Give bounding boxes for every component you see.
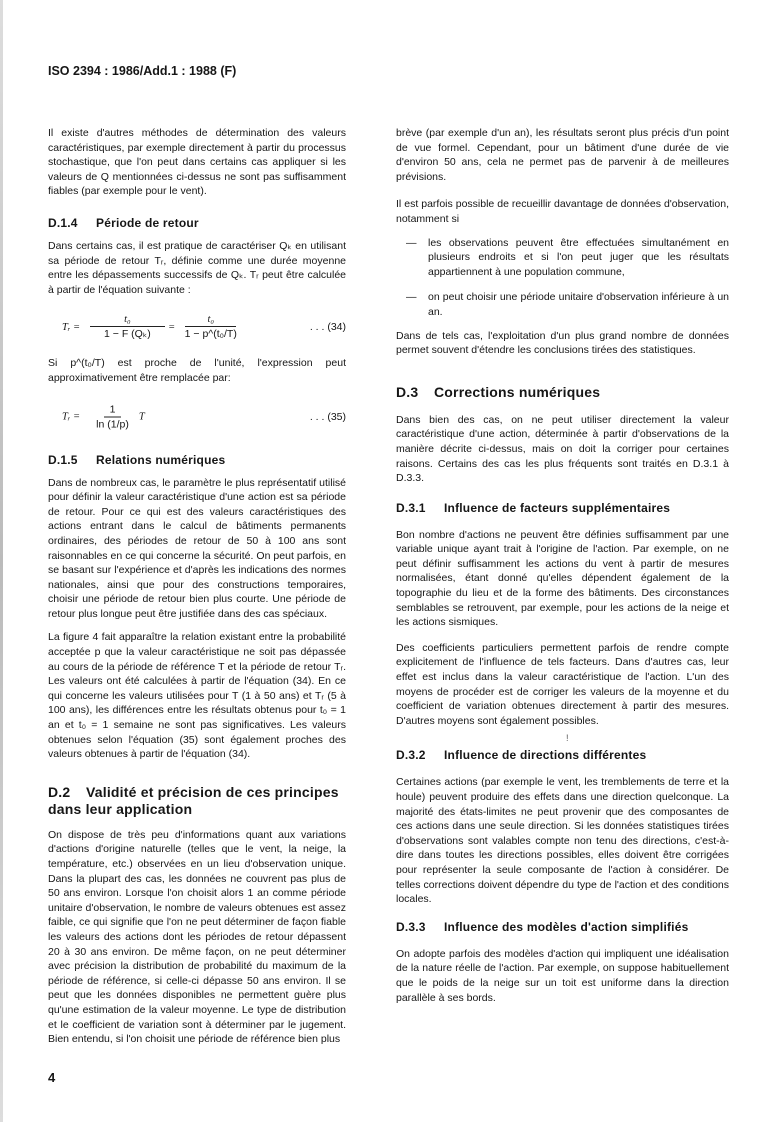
section-number: D.3.1 [396, 500, 426, 515]
section-heading-d14 [48, 216, 346, 231]
list-item [396, 236, 729, 280]
section-heading-d31 [396, 501, 729, 516]
paragraph: Si p^(t₀/T) est proche de l'unité, l'expression peut approximativement être remplacée par: [48, 357, 346, 384]
equation-rhs: T [138, 411, 145, 423]
section-title: Période de retour [96, 215, 199, 230]
dash-bullet: — [406, 236, 417, 249]
paragraph: brève (par exemple d'un an), les résultats seront plus précis d'un point de vue formel. Cependant, pour un bâtiment d'une durée de vie d'environ 50 ans, cela ne permet pas de parvenir à de meilleures prévisions. [396, 127, 729, 183]
page-number: 4 [48, 1070, 56, 1085]
paragraph: Dans bien des cas, on ne peut utiliser directement la valeur caractéristique d'une action, déterminée à partir d'observations de la manière décrite ci-dessus, mais on doit la corriger pour certaines raisons. Certains des cas les plus fréquents sont traités en D.3.1 à D.3.3. [396, 413, 729, 485]
equation-lhs: Tᵣ = [62, 321, 81, 333]
paragraph: On adopte parfois des modèles d'action qui impliquent une idéalisation de la nature réelle de l'action. Par exemple, on suppose habituellement que le poids de la neige sur un toit est uniforme dans la direction parallèle à ses bords. [396, 947, 729, 1004]
section-number: D.1.5 [48, 452, 78, 467]
equation-lhs: Tᵣ = [62, 411, 81, 423]
section-heading-d2 [48, 784, 358, 818]
section-title: Corrections numériques [434, 383, 601, 400]
equals-sign: = [168, 321, 175, 333]
paragraph: Bon nombre d'actions ne peuvent être définies suffisamment par une variable unique ayant trait à l'origine de l'action. Par exemple, on ne peut définir suffisamment les actions du vent à partir de mesures normalisées, étant donné qu'elles dépendent également de la topographie du lieu et de la forme des bâtiments. Des circonstances semblables se retrouvent, par exemple, pour les actions de la neige et les actions sismiques. [396, 528, 729, 629]
section-number: D.3.3 [396, 919, 426, 934]
denominator: 1 − F (Qₖ) [104, 328, 151, 341]
paragraph: Des coefficients particuliers permettent parfois de rendre compte explicitement de l'influence de tels facteurs. Dans d'autres cas, leur effet est inclus dans la valeur caractéristique de l'action. L'un des moyens de procéder est de corriger les valeurs de la moyenne et du coefficient de variation obtenues directement à partir des mesures. D'autres moyens sont également possibles. [396, 641, 729, 727]
section-heading-d32 [396, 748, 729, 763]
equation-number: . . . (34) [309, 321, 346, 334]
section-number: D.2 [48, 783, 71, 800]
equation-35 [48, 400, 346, 434]
section-heading-d3 [396, 384, 729, 401]
scan-edge [0, 0, 3, 1122]
paragraph: La figure 4 fait apparaître la relation existant entre la probabilité acceptée p que la valeur caractéristique ne soit pas dépassée au cours de la période de référence T et la période de retour Tᵣ. Les valeurs ont été calculées à partir de l'équation (34). En ce qui concerne les valeurs utilisées pour T (1 à 50 ans) et Tᵣ (5 à 100 ans), les différences entre les résultats obtenus pour t₀ = 1 an et t₀ = 1 semaine ne sont pas significatives. Les valeurs obtenues selon l'équation (35) sont également proches des valeurs obtenues à partir de l'équation (34). [48, 631, 346, 761]
document-header: ISO 2394 : 1986/Add.1 : 1988 (F) [48, 64, 237, 78]
paragraph: Il existe d'autres méthodes de détermination des valeurs caractéristiques, par exemple directement à partir du processus stochastique, que l'on peut dans certains cas appliquer si les valeurs de Q mentionnées ci-dessus ne sont pas suffisamment fiables (par exemple pour le vent). [48, 127, 346, 198]
section-number: D.3.2 [396, 748, 426, 763]
scan-mark: ! [566, 733, 569, 744]
section-number: D.3 [396, 383, 419, 400]
paragraph: Certaines actions (par exemple le vent, les tremblements de terre et la houle) peuvent produire des effets dans une direction quelconque. La majorité des états-limites ne peut provenir que des composantes de ces actions dans une seule direction. Si les données statistiques tirées d'observations sont valables compte non tenu des directions, c'est-à-dire dans toutes les directions possibles, elles doivent être corrigées pour représenter la seule composante de l'action à considérer. De telles corrections doivent dépendre du type de l'action et des conditions locales. [396, 776, 729, 906]
dash-bullet: — [406, 291, 417, 304]
list-item [396, 290, 729, 319]
denominator: 1 − p^(t₀/T) [184, 328, 237, 341]
paragraph: Dans de nombreux cas, le paramètre le plus représentatif utilisé pour définir la valeur caractéristique d'une action est sa période de retour. Pour ce qui est des valeurs caractéristiques des actions entrant dans le calcul de bâtiments permanents ordinaires, des périodes de retour de 50 à 100 ans sont raisonnables en ce qui concerne la sécurité. On peut parfois, en se basant sur l'expérience et d'après les indications des normes nationales, ainsi que pour des constructions temporaires, choisir une période de retour bien plus courte. Une période de retour plus longue peut être justifiée dans des cas spéciaux. [48, 476, 346, 620]
numerator: t₀ [90, 314, 165, 327]
section-title: Influence de facteurs supplémentaires [444, 500, 671, 515]
right-column [396, 126, 729, 1005]
paragraph: Il est parfois possible de recueillir davantage de données d'observation, notamment si [396, 198, 729, 225]
left-column [48, 126, 346, 1047]
section-title: Influence des modèles d'action simplifiés [444, 919, 689, 934]
equation-number: . . . (35) [309, 410, 346, 423]
paragraph: Dans certains cas, il est pratique de caractériser Qₖ en utilisant sa période de retour Tᵣ, définie comme une durée moyenne entre les dépassements successifs de Qₖ. Tᵣ peut être calculée à partir de l'équation suivante : [48, 239, 346, 296]
equation-34 [48, 309, 346, 345]
list-item-text: les observations peuvent être effectuées simultanément en plusieurs endroits et si l'on peut juger que les résultats appartiennent à une population commune, [428, 236, 729, 278]
section-number: D.1.4 [48, 215, 78, 230]
paragraph: On dispose de très peu d'informations quant aux variations d'actions d'origine naturelle (telles que le vent, la neige, la température, etc.) observées en un lieu d'observation unique. Dans la plupart des cas, les données ne couvrent pas plus de 50 ans environ. Lorsque l'on choisit alors 1 an comme période unitaire d'observation, le nombre de valeurs obtenues est assez faible, ce qui signifie que l'on ne peut déterminer de façon fiable les valeurs des actions dont les périodes de retour dépassent 20 à 30 ans environ. De même façon, on ne peut déterminer avec précision la distribution de probabilité du maximum de la période de référence, si celle-ci dépasse 50 ans environ. Il se peut que les données disponibles ne permettent guère plus qu'une estimation de la valeur moyenne. Le type de distribution et le coefficient de variation sont à déterminer par le jugement. Bien entendu, si l'on choisit une période de référence bien plus [48, 828, 346, 1046]
numerator: t₀ [185, 314, 236, 327]
section-title: Relations numériques [96, 452, 226, 467]
section-title: Validité et précision de ces principes dans leur application [48, 783, 339, 817]
section-title: Influence de directions différentes [444, 748, 647, 763]
numerator: 1 [104, 403, 122, 417]
section-heading-d33 [396, 920, 729, 935]
paragraph: Dans de tels cas, l'exploitation d'un plus grand nombre de données permet souvent d'étendre les conclusions tirées des statistiques. [396, 329, 729, 357]
list-item-text: on peut choisir une période unitaire d'observation inférieure à un an. [428, 291, 729, 318]
section-heading-d15 [48, 453, 346, 468]
denominator: ln (1/p) [96, 418, 129, 431]
